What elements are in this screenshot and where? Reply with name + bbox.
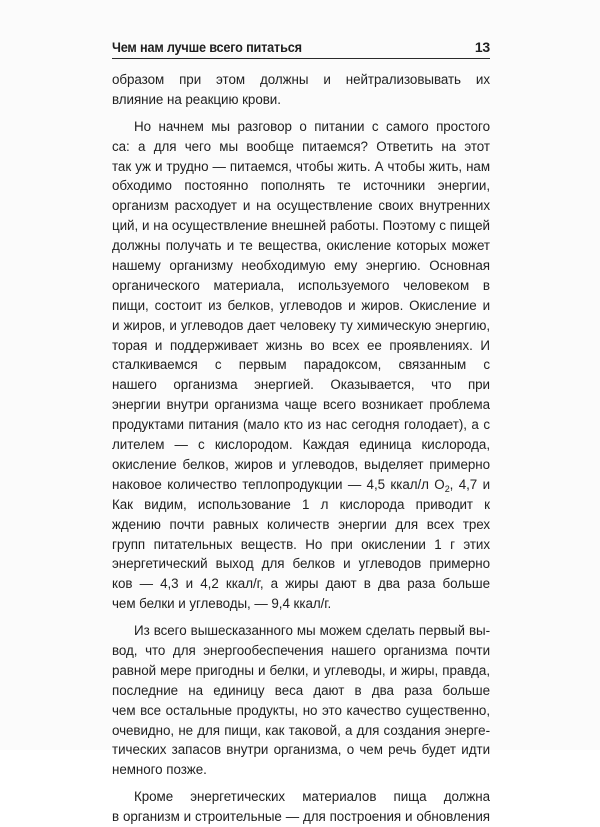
body-text — [112, 70, 490, 827]
text-line: нашему организму необходимую ему энергию. Основная — [112, 258, 490, 274]
paragraph-1 — [112, 70, 490, 110]
text-line: ждению почти равных количеств энергии для всех трех — [112, 516, 490, 532]
text-line: чем белки и углеводы, — 9,4 ккал/г. — [112, 596, 332, 612]
header-rule — [112, 58, 490, 59]
text-line: пищи, состоит из белков, углеводов и жиров. Окисление и — [112, 297, 490, 313]
text-line: торая и поддерживает жизнь во всех ее проявлениях. И — [112, 337, 490, 353]
text-fragment: наковое количество теплопродукции — 4,5 ккал/л O — [112, 476, 445, 492]
text-line: энергетический выход для белков и углеводов примерно — [112, 556, 490, 572]
text-line: вод, что для энергообеспечения нашего организма почти — [112, 642, 490, 658]
text-line: немного позже. — [112, 762, 207, 778]
text-line-with-formula — [112, 475, 490, 495]
text-line: окисление белков, жиров и углеводов, выделяет примерно — [112, 456, 490, 472]
paragraph-4 — [112, 787, 490, 827]
text-line: обходимо постоянно пополнять те источники энергии, — [112, 178, 490, 194]
text-line: влияние на реакцию крови. — [112, 91, 281, 107]
chapter-title: Чем нам лучше всего питаться — [112, 40, 302, 55]
text-line: энергии внутри организма чаще всего возникает проблема — [112, 397, 490, 413]
text-line: образом при этом должны и нейтрализовывать их — [112, 72, 490, 87]
text-line: лителем — с кислородом. Каждая единица кислорода, — [112, 437, 490, 453]
text-line: Но начнем мы разговор о питании с самого простого — [134, 118, 490, 134]
text-line: сталкиваемся с первым парадоксом, связанным с — [112, 357, 490, 373]
text-line: групп питательных веществ. Но при окислении 1 г этих — [112, 536, 490, 552]
paragraph-2 — [112, 117, 490, 614]
running-head — [112, 33, 490, 55]
text-line: в организм и строительные — для построения и обновления — [112, 809, 490, 825]
text-line: Как видим, использование 1 л кислорода приводит к — [112, 496, 490, 512]
text-line: нашего организма энергией. Оказывается, что при — [112, 377, 490, 393]
text-line: Кроме энергетических материалов пища должна — [134, 789, 490, 805]
text-line: Из всего вышесказанного мы можем сделать первый вы- — [134, 623, 490, 639]
text-line: продуктами питания (мало кто из нас сегодня голодает), а с — [112, 417, 490, 433]
text-line: органического материала, используемого человеком в — [112, 277, 490, 293]
text-line: и жиров, и углеводов дает человеку ту химическую энергию, — [112, 317, 490, 333]
text-line: са: а для чего мы вообще питаемся? Ответить на этот — [112, 138, 490, 154]
text-line: ков — 4,3 и 4,2 ккал/г, а жиры дают в два раза больше — [112, 576, 490, 592]
text-line: ций, и на осуществление внешней работы. Поэтому с пищей — [112, 218, 490, 234]
text-line: последние на единицу веса дают в два раза больше — [112, 682, 490, 698]
text-line: тических запасов внутри организма, о чем речь будет идти — [112, 742, 490, 758]
paragraph-3 — [112, 621, 490, 780]
text-line: так уж и трудно — питаемся, чтобы жить. А чтобы жить, нам — [112, 158, 490, 174]
page-number: 13 — [474, 39, 490, 55]
text-fragment: , 4,7 и — [449, 476, 490, 492]
text-line: очевидно, не для пищи, как таковой, а для создания энерге- — [112, 722, 490, 738]
text-line: равной мере пригодны и белки, и углеводы, и жиры, правда, — [112, 662, 490, 678]
text-line: организм расходует и на осуществление своих внутренних — [112, 198, 490, 214]
text-line: должны получать и те вещества, окисление которых может — [112, 238, 490, 254]
text-line: чем все остальные продукты, но это качество существенно, — [112, 702, 490, 718]
subscript: 2 — [444, 483, 450, 494]
